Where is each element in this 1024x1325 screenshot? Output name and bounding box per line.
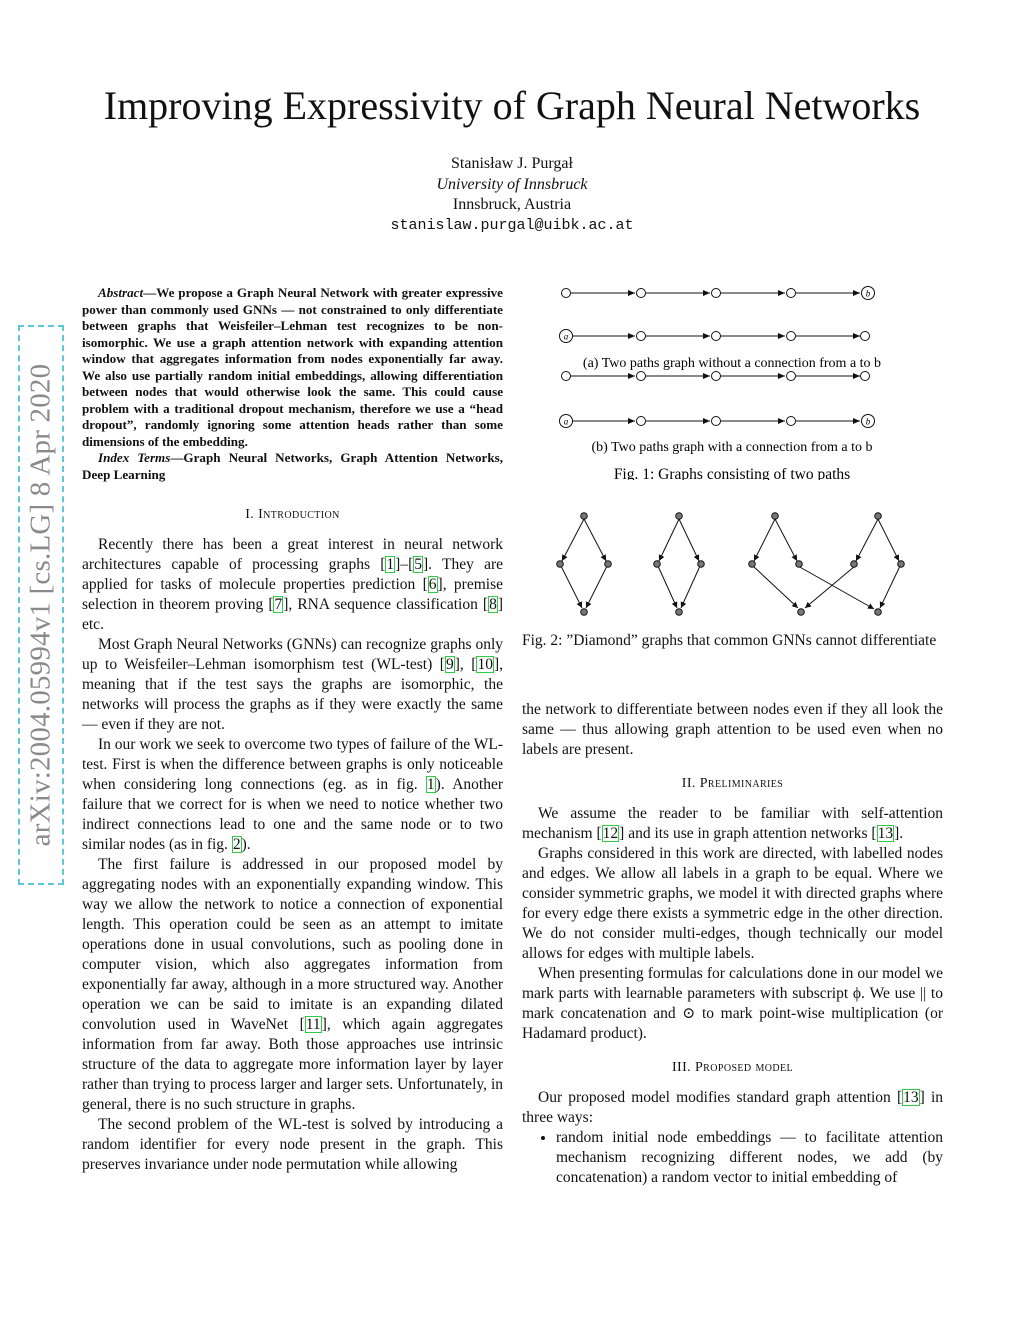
text-span: ). [241, 836, 251, 853]
citation-link[interactable]: 13 [903, 1089, 919, 1106]
text-span: ). Another failure that we correct for is when we need to notice whether two indirect connections lead to one and the same node or to two similar nodes (as in fig. [82, 776, 503, 853]
section-heading-preliminaries: II. Preliminaries [681, 776, 784, 791]
node-label: b [865, 416, 871, 427]
crossed-graph [749, 513, 905, 616]
left-column [82, 285, 503, 1175]
fig1a-caption: (a) Two paths graph without a connection from a to b [582, 356, 882, 371]
fig1b-top-path [562, 372, 870, 381]
text-span: We assume the reader to be familiar with self-attention mechanism [522, 805, 943, 842]
intro-paragraph-2: Most Graph Neural Networks (GNNs) can recognize graphs only up to Weisfeiler–Lehman isomorphism test (WL-test) [9], [10], meaning that if the test says the graphs are isomorphic, the networks will process the graphs as if they were exactly the same — even if they are not. [82, 636, 503, 733]
diamond-1 [557, 513, 612, 616]
index-terms [82, 450, 503, 483]
abstract-text: —We propose a Graph Neural Network with greater expressive power than commonly used GNNs — not constrained to only differentiate between graphs that Weisfeiler–Lehman test recognizes to be non-isomorphic. We use a graph attention network with expanding attention window that aggregates information from nodes exponentially far away. We also use partially random initial embeddings, allowing differentiation between nodes that would otherwise look the same. This could cause problem with a traditional dropout mechanism, therefore we use a “head dropout”, randomly ignoring some attention heads rather than some dimensions of the embedding. [82, 285, 503, 449]
diamond-2 [654, 513, 705, 616]
author-email[interactable]: stanislaw.purgal@uibk.ac.at [390, 216, 634, 234]
index-terms-lead: Index Terms [98, 450, 171, 465]
prelim-paragraph-2: Graphs considered in this work are directed, with labelled nodes and edges. We allow all labels in a graph to be equal. Where we consider symmetric graphs, we model it with directed graphs where for every edge there exists a symmetric edge in the other direction. We do not consider multi-edges, though technically our model allows for edges with multiple labels. [522, 845, 943, 962]
citation-link[interactable]: 8 [489, 596, 497, 613]
proposed-paragraph-1: Our proposed model modifies standard graph attention [13] in three ways: [522, 1089, 943, 1126]
text-span: in three ways: [522, 1089, 943, 1126]
citation-link[interactable]: 6 [428, 576, 437, 593]
text-span: , [459, 656, 472, 673]
continued-paragraph: the network to differentiate between nodes even if they all look the same — thus allowing graph attention to be used even when no labels are present. [522, 701, 943, 758]
text-span: , which again aggregates information from far away. Both those approaches use intrinsic structure of the data to aggregate more information layer by layer rather than trying to process larger and larger sets. Unfortunately, in general, there is no such structure in graphs. [82, 1016, 503, 1113]
intro-paragraph-4: The first failure is addressed in our proposed model by aggregating nodes with an exponentially expanding window. This way we allow the network to notice a connection of exponential length. This operation could be seen as an attempt to imitate operations done in usual convolutions, such as pooling done in computer vision, which also aggregates information from exponentially far away, although in a more structured way. Another operation we can be said to imitate is an expanding dilated convolution used in WaveNet [11], which again aggregates information from far away. Both those approaches use intrinsic structure of the data to aggregate more information layer by layer rather than trying to process larger and larger sets. Unfortunately, in general, there is no such structure in graphs. [82, 856, 503, 1113]
intro-paragraph-3 [82, 735, 503, 855]
text-span: – [400, 556, 409, 573]
text-span: The first failure is addressed in our proposed model by aggregating nodes with an exponentially expanding window. This way we allow the network to notice a connection of exponential length. This operation could be seen as an attempt to imitate operations done in usual convolutions, such as pooling done in computer vision, which also aggregates information from exponentially far away, although in a more structured way. Another operation we can be said to imitate is an expanding dilated convolution used in WaveNet [82, 856, 503, 1033]
text-span: Recently there has been a great interest in neural network architectures capable of processing graphs [82, 536, 503, 573]
fig2-caption: Fig. 2: ”Diamond” graphs that common GNNs cannot differentiate [522, 632, 937, 649]
prelim-paragraph-1: We assume the reader to be familiar with self-attention mechanism [12] and its use in graph attention networks [13]. [522, 805, 943, 842]
text-span: In our work we seek to overcome two types of failure of the WL-test. First is when the difference between graphs is only noticeable when considering long connections (eg. as in fig. [82, 736, 503, 793]
node-label: a [563, 416, 569, 427]
abstract-lead: Abstract [98, 285, 144, 300]
text-span: . [899, 825, 904, 842]
author-block [0, 154, 1024, 236]
fig1-graphs [522, 280, 943, 480]
text-span: . They are applied for tasks of molecule properties prediction [82, 556, 503, 593]
text-span: , meaning that if the test says the graphs are isomorphic, the networks will process the graphs as if they were exactly the same — even if they are not. [82, 656, 503, 733]
citation-link[interactable]: 7 [274, 596, 283, 613]
fig1b-bottom-path [560, 415, 875, 428]
citation-link[interactable]: 9 [445, 656, 454, 673]
prelim-paragraph-3: When presenting formulas for calculations done in our model we mark parts with learnable parameters with subscript ϕ. We use || to mark concatenation and ⊙ to mark point-wise multiplication (or Hadamard product). [522, 965, 943, 1042]
author-location: Innsbruck, Austria [452, 196, 572, 213]
figure-link[interactable]: 2 [232, 836, 241, 853]
text-span: , premise selection in theorem proving [82, 576, 503, 613]
arxiv-stamp[interactable]: arXiv:2004.05994v1 [cs.LG] 8 Apr 2020 [24, 363, 57, 847]
modification-list [522, 1128, 943, 1188]
citation-link[interactable]: 5 [414, 556, 422, 573]
figure-area [522, 280, 943, 651]
author-name: Stanisław J. Purgał [451, 155, 573, 172]
fig1a-top-path [562, 287, 875, 300]
section-heading-proposed-model: III. Proposed model [672, 1060, 793, 1075]
text-span: and its use in graph attention networks [624, 825, 872, 842]
intro-paragraph-5: The second problem of the WL-test is solved by introducing a random identifier for every node present in the graph. This preserves invariance under node permutation while allowing [82, 1116, 503, 1173]
text-span: etc. [82, 616, 104, 633]
figure-link[interactable]: 1 [426, 776, 435, 793]
list-item: • random initial node embeddings — to facilitate attention mechanism recognizing different nodes, we add (by concatenation) a random vector to initial embedding of [556, 1128, 943, 1188]
node-label: a [563, 331, 569, 342]
text-span: Our proposed model modifies standard graph attention [538, 1089, 897, 1106]
fig1b-caption: (b) Two paths graph with a connection from a to b [591, 440, 873, 455]
citation-link[interactable]: 12 [602, 825, 619, 842]
node-label: b [865, 288, 871, 299]
citation-link[interactable]: 13 [877, 825, 894, 842]
fig1-caption: Fig. 1: Graphs consisting of two paths [613, 466, 851, 480]
index-terms-text: —Graph Neural Networks, Graph Attention Networks, Deep Learning [82, 450, 503, 482]
right-column [522, 700, 943, 1188]
citation-link[interactable]: 11 [305, 1016, 321, 1033]
text-span: Most Graph Neural Networks (GNNs) can recognize graphs only up to Weisfeiler–Lehman isomorphism test (WL-test) [82, 636, 503, 673]
abstract [82, 285, 503, 450]
text-span: , RNA sequence classification [288, 596, 483, 613]
fig2-diamond-graphs [522, 511, 943, 621]
fig1a-bottom-path [560, 330, 870, 343]
intro-paragraph-1: Recently there has been a great interest in neural network architectures capable of processing graphs [1]–[5]. They are applied for tasks of molecule properties prediction [6], premise selection in theorem proving [7], RNA sequence classification [8] etc. [82, 536, 503, 633]
section-heading-intro: I. Introduction [245, 507, 340, 522]
paper-title: Improving Expressivity of Graph Neural Networks [103, 83, 921, 128]
author-affiliation: University of Innsbruck [436, 175, 588, 193]
citation-link[interactable]: 10 [477, 656, 493, 673]
citation-link[interactable]: 1 [386, 556, 395, 573]
